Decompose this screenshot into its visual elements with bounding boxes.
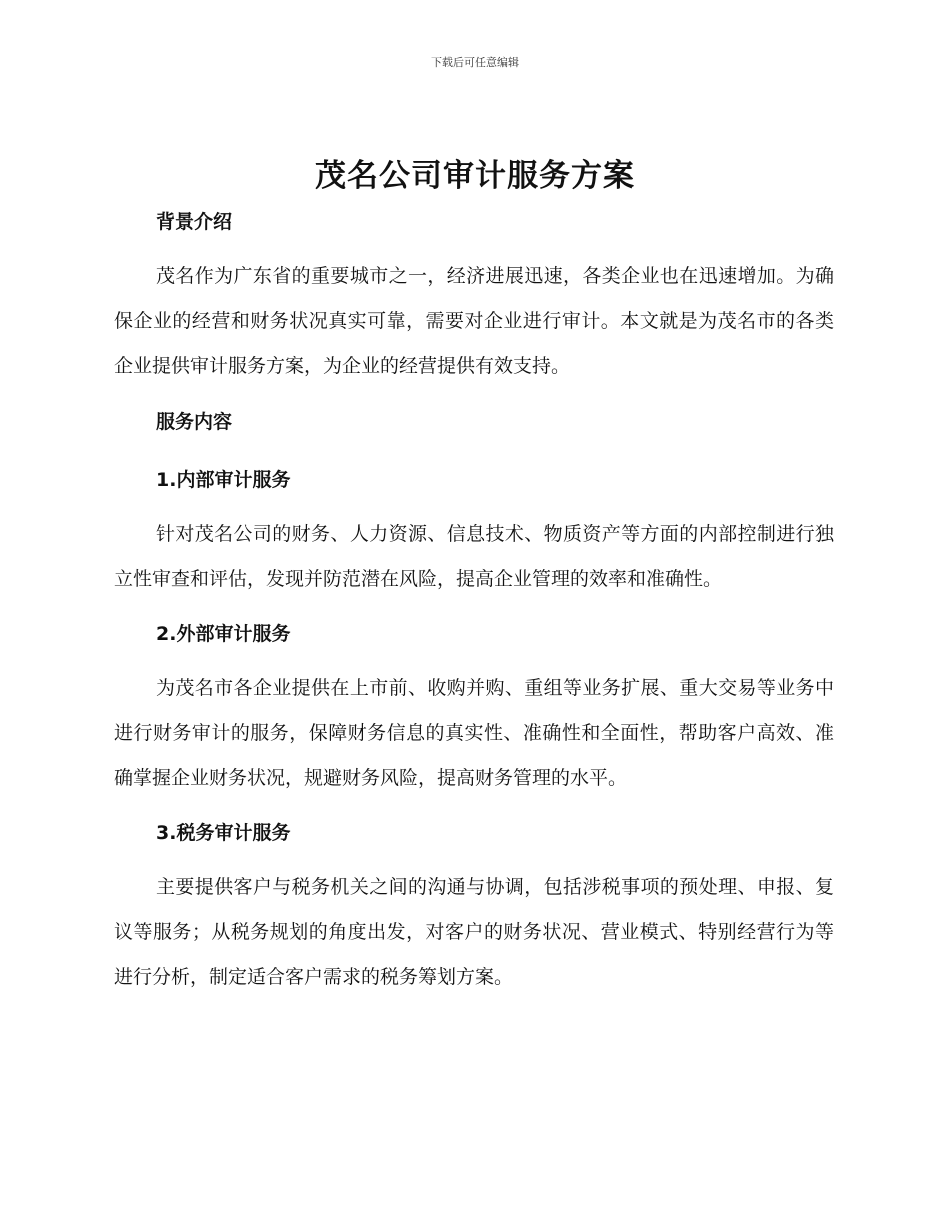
- external-audit-paragraph: 为茂名市各企业提供在上市前、收购并购、重组等业务扩展、重大交易等业务中进行财务审计的服务，保障财务信息的真实性、准确性和全面性，帮助客户高效、准确掌握企业财务状况，规避财务风险，提高财务管理的水平。: [114, 677, 834, 789]
- tax-audit-paragraph: 主要提供客户与税务机关之间的沟通与协调，包括涉税事项的预处理、申报、复议等服务；从税务规划的角度出发，对客户的财务状况、营业模式、特别经营行为等进行分析，制定适合客户需求的税务筹划方案。: [114, 876, 834, 988]
- document-body: [114, 204, 834, 1000]
- background-paragraph: 茂名作为广东省的重要城市之一，经济进展迅速，各类企业也在迅速增加。为确保企业的经营和财务状况真实可靠，需要对企业进行审计。本文就是为茂名市的各类企业提供审计服务方案，为企业的经营提供有效支持。: [114, 265, 834, 377]
- page-header-note: 下载后可任意编辑: [431, 56, 519, 69]
- services-heading: 服务内容: [156, 411, 233, 433]
- tax-audit-heading: 3.税务审计服务: [156, 822, 291, 844]
- external-audit-heading: 2.外部审计服务: [156, 623, 291, 645]
- internal-audit-heading: 1.内部审计服务: [156, 469, 291, 491]
- internal-audit-paragraph: 针对茂名公司的财务、人力资源、信息技术、物质资产等方面的内部控制进行独立性审查和评估，发现并防范潜在风险，提高企业管理的效率和准确性。: [114, 523, 834, 590]
- document-title: 茂名公司审计服务方案: [315, 158, 635, 194]
- background-heading: 背景介绍: [156, 211, 233, 233]
